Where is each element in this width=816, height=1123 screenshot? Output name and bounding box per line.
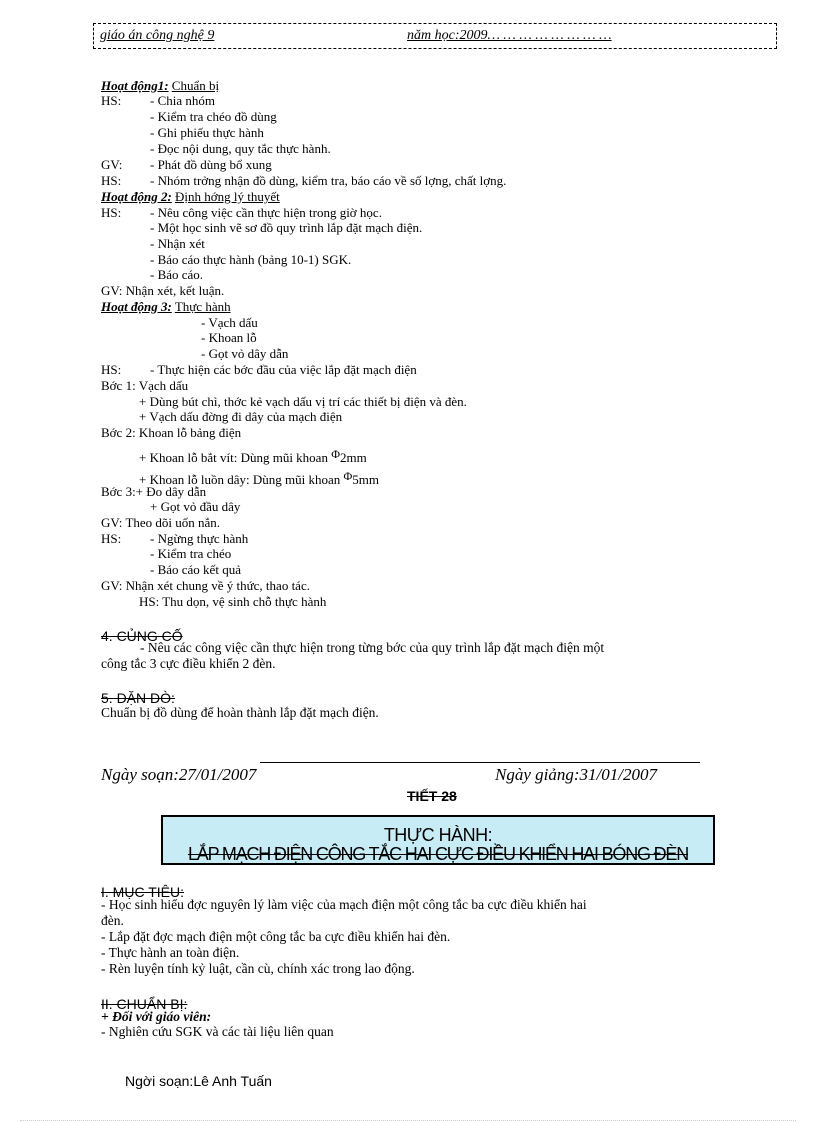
a2-text-0: - Nêu công việc cần thực hiện trong giờ học. — [150, 205, 382, 220]
a2-text-3: - Báo cáo thực hành (bảng 10-1) SGK. — [150, 252, 352, 267]
activity2-heading-line — [101, 189, 280, 205]
a1-text-1: - Kiểm tra chéo đồ dùng — [150, 109, 277, 124]
preparation-teacher: + Đối với giáo viên: — [101, 1009, 212, 1024]
a3-sub-1: - Khoan lỗ — [201, 330, 257, 345]
a1-text-3: - Đọc nội dung, quy tắc thực hành. — [150, 141, 331, 156]
section5-heading: 5. DẶN DÒ: — [101, 690, 175, 706]
objectives-line2: đèn. — [101, 913, 124, 928]
a3-step2-item1-line — [139, 446, 367, 466]
date-divider — [260, 762, 700, 763]
footer-author: Ngời soạn:Lê Anh Tuấn — [125, 1073, 272, 1089]
preparation-heading: II. CHUẨN BỊ: — [101, 996, 188, 1012]
a1-role-5: HS: — [101, 173, 122, 188]
preparation-line: - Nghiên cứu SGK và các tài liệu liên quan — [101, 1024, 334, 1039]
a2-text-4: - Báo cáo. — [150, 267, 204, 282]
a3-step2-item2: + Khoan lỗ luồn dây: Dùng mũi khoan — [139, 472, 341, 487]
a3-step2-size1: 2mm — [339, 450, 367, 465]
activity2-heading: Hoạt động 2: — [101, 189, 172, 204]
section4-text1: - Nêu các công việc cần thực hiện trong từng bớc của quy trình lắp đặt mạch điện một — [140, 640, 605, 655]
a1-role-0: HS: — [101, 93, 122, 108]
objectives-heading: I. MỤC TIÊU: — [101, 884, 184, 900]
objectives-line4: - Thực hành an toàn điện. — [101, 945, 240, 960]
a3-hs3: HS: Thu dọn, vệ sinh chỗ thực hành — [139, 594, 327, 609]
activity2-title: Định hớng lý thuyết — [175, 189, 280, 204]
section4-heading: 4. CỦNG CỐ — [101, 628, 183, 644]
page-bottom-border — [20, 1120, 796, 1121]
lesson-title-1: THỰC HÀNH: — [383, 825, 493, 845]
activity1-heading-line — [101, 78, 219, 94]
phi-symbol: Φ — [331, 447, 340, 461]
a3-step2-size2: 5mm — [352, 472, 379, 487]
a3-hs2-role: HS: — [101, 531, 122, 546]
a3-hs2-line-1: - Kiểm tra chéo — [150, 546, 232, 561]
activity3-heading-line — [101, 299, 231, 315]
a2-role-0: HS: — [101, 205, 122, 220]
a3-step3-item: + Gọt vỏ đầu dây — [150, 499, 241, 514]
lesson-title-2: LẮP MẠCH ĐIỆN CÔNG TẮC HAI CỰC ĐIỀU KHIỂN HAI BÓNG ĐÈN — [188, 844, 688, 864]
a2-text-1: - Một học sinh vẽ sơ đồ quy trình lắp đặt mạch điện. — [150, 220, 423, 235]
a3-step1-item-1: + Vạch dấu đờng đi dây của mạch điện — [139, 409, 343, 424]
a3-step2-item1: + Khoan lỗ bắt vít: Dùng mũi khoan — [139, 450, 328, 465]
activity3-heading: Hoạt động 3: — [101, 299, 172, 314]
a3-step3-label: Bớc 3:+ Đo dây dẫn — [101, 484, 207, 499]
lesson-number: TIẾT 28 — [407, 788, 457, 804]
a3-hs2-line-0: - Ngừng thực hành — [150, 531, 249, 546]
a2-gv: GV: Nhận xét, kết luận. — [101, 283, 225, 298]
a3-hs-text: - Thực hiện các bớc đầu của việc lắp đặt mạch điện — [150, 362, 417, 377]
page-header — [93, 23, 777, 49]
a3-sub-2: - Gọt vỏ dây dẫn — [201, 346, 289, 361]
activity1-title: Chuẩn bị — [171, 78, 220, 93]
a1-text-4: - Phát đồ dùng bổ xung — [150, 157, 272, 172]
objectives-line1: - Học sinh hiểu đợc nguyên lý làm việc của mạch điện một công tắc ba cực điều khiển hai — [101, 897, 587, 912]
date-teach: Ngày giảng:31/01/2007 — [495, 765, 657, 784]
section4-text2: công tắc 3 cực điều khiển 2 đèn. — [101, 656, 276, 671]
a3-gv1: GV: Theo dõi uốn nắn. — [101, 515, 221, 530]
a3-hs2-line-2: - Báo cáo kết quả — [150, 562, 241, 577]
a2-text-2: - Nhận xét — [150, 236, 205, 251]
a1-role-4: GV: — [101, 157, 123, 172]
a1-text-0: - Chia nhóm — [150, 93, 215, 108]
activity3-title: Thực hành — [174, 299, 231, 314]
lesson-title-box — [161, 815, 715, 865]
section5-text: Chuẩn bị đồ dùng để hoàn thành lắp đặt mạch điện. — [101, 705, 379, 720]
header-subject: giáo án công nghệ 9 — [100, 28, 215, 43]
objectives-line5: - Rèn luyện tính kỷ luật, cần cù, chính xác trong lao động. — [101, 961, 415, 976]
a3-step1-label: Bớc 1: Vạch dấu — [101, 378, 189, 393]
phi-symbol: Φ — [343, 469, 353, 483]
objectives-line3: - Lắp đặt đợc mạch điện một công tắc ba cực điều khiển hai đèn. — [101, 929, 451, 944]
header-year: năm học:2009… … … … … … … … — [407, 28, 612, 43]
a3-sub-0: - Vạch dấu — [201, 315, 258, 330]
a3-gv2: GV: Nhận xét chung về ý thức, thao tác. — [101, 578, 310, 593]
a3-hs-role: HS: — [101, 362, 122, 377]
a3-step2-label: Bớc 2: Khoan lỗ bảng điện — [101, 425, 242, 440]
date-prep: Ngày soạn:27/01/2007 — [101, 765, 257, 784]
a1-text-5: - Nhóm trởng nhận đồ dùng, kiểm tra, báo cáo về số lợng, chất lợng. — [150, 173, 507, 188]
activity1-heading: Hoạt động1: — [101, 78, 169, 93]
a1-text-2: - Ghi phiếu thực hành — [150, 125, 264, 140]
a3-step1-item-0: + Dùng bút chì, thớc kẻ vạch dấu vị trí các thiết bị điện và đèn. — [139, 394, 467, 409]
